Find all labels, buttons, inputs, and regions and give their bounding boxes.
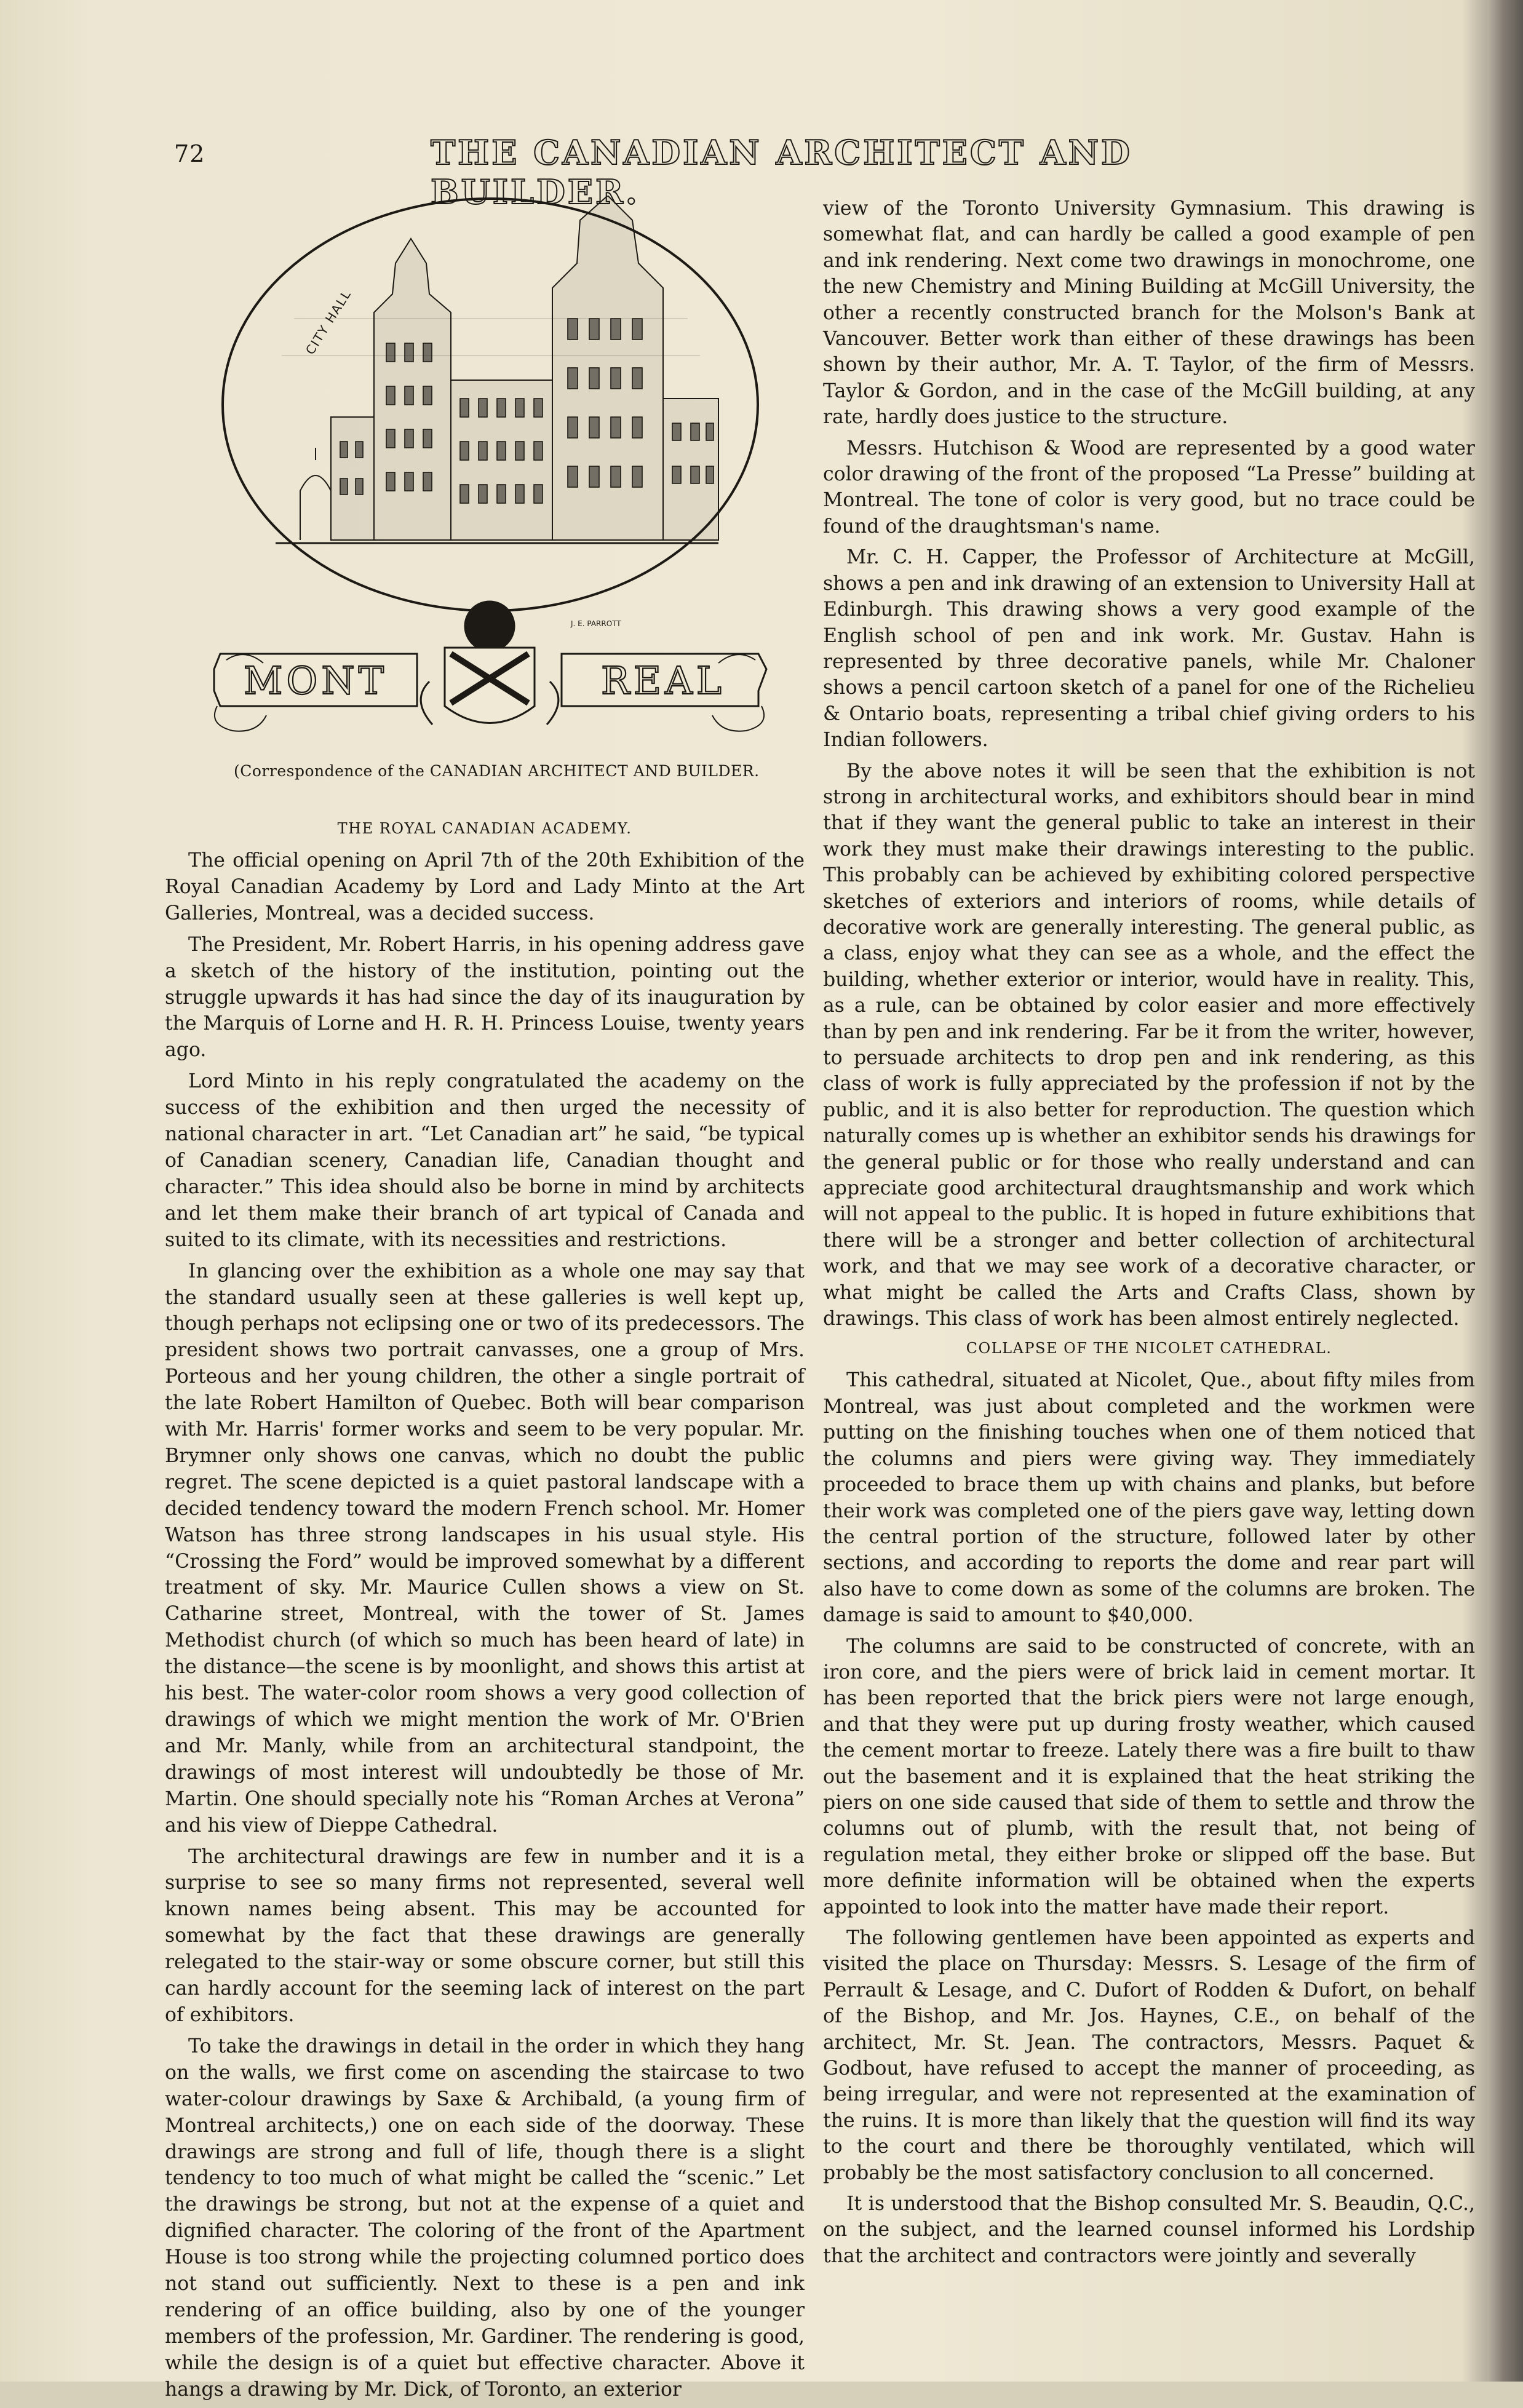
paragraph: The architectural drawings are few in number and it is a surprise to see so many firms not represented, several well known names being absent. This may be accounted for somewhat by the fact that these drawings are generally relegated to the stair-way or some obscure corner, but still this can hardly account for the seeming lack of interest on the part of exhibitors.	[165, 1845, 805, 2026]
artist-signature: J. E. PARROTT	[571, 619, 621, 628]
article-heading-royal-academy: THE ROYAL CANADIAN ACADEMY.	[337, 820, 632, 837]
paragraph: The President, Mr. Robert Harris, in his opening address gave a sketch of the history of the institution, pointing out the struggle upwards it has had since the day of its inauguration by the Marquis of Lorne and H. R. H. Princess Louise, twenty years ago.	[165, 933, 805, 1062]
left-column	[165, 818, 805, 2408]
paragraph: Lord Minto in his reply congratulated the academy on the success of the exhibition and then urged the necessity of national character in art. “Let Canadian art” he said, “be typical of Canadian scenery, Canadian life, Canadian thought and character.” This idea should also be borne in mind by architects and let them make their branch of art typical of Canada and suited to its climate, with its necessities and restrictions.	[165, 1070, 805, 1251]
paragraph: The columns are said to be constructed of concrete, with an iron core, and the piers were of brick laid in cement mortar. It has been reported that the brick piers were not large enough, and that they were put up during frosty weather, which caused the cement mortar to freeze. Lately there was a fire built to thaw out the basement and it is explained that the heat striking the piers on one side caused that side of them to settle and throw the columns out of plumb, with the result that, not being of regulation metal, they either broke or slipped off the base. But more definite information will be obtained when the experts appointed to look into the matter have made their report.	[823, 1635, 1475, 1918]
running-head: THE CANADIAN ARCHITECT AND BUILDER.	[431, 133, 1132, 212]
paragraph: By the above notes it will be seen that the exhibition is not strong in architectural works, and exhibitors should bear in mind that if they want the general public to take an interest in their work they must make their drawings interesting to the public. This probably can be achieved by exhibiting colored perspective sketches of exteriors and interiors of rooms, while details of decorative work are generally interesting. The general public, as a class, enjoy what they can see as a whole, and the effect the building, whether exterior or interior, would have in reality. This, as a rule, can be obtained by color easier and more effectively than by pen and ink rendering. Far be it from the writer, however, to persuade architects to drop pen and ink rendering, as this class of work is fully appreciated by the profession if not by the public, and it is also better for reproduction. The question which naturally comes up is whether an exhibitor sends his drawings for the general public or for those who really understand and can appreciate good architectural draughtsmanship and work which will not appeal to the public. It is hoped in future exhibitions that there will be a stronger and better collection of architectural work, and that we may see work of a decorative character, or what might be called the Arts and Crafts Class, shown by drawings. This class of work has been almost entirely neglected.	[823, 760, 1475, 1330]
montreal-city-hall-illustration	[208, 196, 773, 749]
paragraph: It is understood that the Bishop consulted Mr. S. Beaudin, Q.C., on the subject, and the learned counsel informed his Lordship that the architect and contractors were jointly and severally	[823, 2193, 1475, 2267]
right-column	[823, 196, 1475, 2274]
illustration-caption: (Correspondence of the CANADIAN ARCHITECT AND BUILDER.	[234, 762, 760, 780]
banner-left-text: MONT	[244, 658, 388, 703]
paragraph: The following gentlemen have been appointed as experts and visited the place on Thursday: Messrs. S. Lesage of the firm of Perrault & Lesage, and C. Dufort of Rodden & Dufort, on behalf of the Bishop, and Mr. Jos. Haynes, C.E., on behalf of the architect, Mr. St. Jean. The contractors, Messrs. Paquet & Godbout, have refused to accept the manner of proceeding, as being irregular, and were not represented at the examination of the ruins. It is more than likely that the question will find its way to the court and there be thoroughly ventilated, which will probably be the most satisfactory conclusion to all concerned.	[823, 1927, 1475, 2184]
book-spine-shadow	[1487, 0, 1523, 2382]
paragraph: Messrs. Hutchison & Wood are represented by a good water color drawing of the front of the proposed “La Presse” building at Montreal. The tone of color is very good, but no trace could be found of the draughtsman's name.	[823, 437, 1475, 538]
paragraph: This cathedral, situated at Nicolet, Que., about fifty miles from Montreal, was just about completed and the workmen were putting on the finishing touches when one of them noticed that the columns and piers were giving way. They immediately proceeded to brace them up with chains and planks, but before their work was completed one of the piers gave way, letting down the central portion of the structure, followed later by other sections, and according to reports the dome and rear part will also have to come down as some of the columns are broken. The damage is said to amount to $40,000.	[823, 1369, 1475, 1627]
banner-right-text: REAL	[601, 658, 725, 703]
page-number: 72	[174, 140, 205, 167]
paragraph: In glancing over the exhibition as a whole one may say that the standard usually seen at these galleries is well kept up, though perhaps not eclipsing one or two of its predecessors. The president shows two portrait canvasses, one a group of Mrs. Porteous and her young children, the other a single portrait of the late Robert Hamilton of Quebec. Both will bear comparison with Mr. Harris' former works and seem to be very popular. Mr. Brymner only shows one canvas, which no doubt the public regret. The scene depicted is a quiet pastoral landscape with a decided tendency toward the modern French school. Mr. Homer Watson has three strong landscapes in his usual style. His “Crossing the Ford” would be improved somewhat by a different treatment of sky. Mr. Maurice Cullen shows a view on St. Catharine street, Montreal, with the tower of St. James Methodist church (of which so much has been heard of late) in the distance—the scene is by moonlight, and shows this artist at his best. The water-color room shows a very good collection of drawings of which we might mention the work of Mr. O'Brien and Mr. Manly, while from an architectural standpoint, the drawings of most interest will undoubtedly be those of Mr. Martin. One should specially note his “Roman Arches at Verona” and his view of Dieppe Cathedral.	[165, 1260, 805, 1837]
paragraph: To take the drawings in detail in the order in which they hang on the walls, we first come on ascending the staircase to two water-colour drawings by Saxe & Archibald, (a young firm of Montreal architects,) one on each side of the doorway. These drawings are strong and full of life, though there is a slight tendency to too much of what might be called the “scenic.” Let the drawings be strong, but not at the expense of a quiet and dignified character. The coloring of the front of the Apartment House is too strong while the projecting columned portico does not stand out sufficiently. Next to these is a pen and ink rendering of an office building, also by one of the younger members of the profession, Mr. Gardiner. The rendering is good, while the design is of a quiet but effective character. Above it hangs a drawing by Mr. Dick, of Toronto, an exterior	[165, 2035, 805, 2401]
paragraph: The official opening on April 7th of the 20th Exhibition of the Royal Canadian Academy by Lord and Lady Minto at the Art Galleries, Montreal, was a decided success.	[165, 849, 805, 924]
city-hall-label: CITY HALL	[302, 287, 354, 357]
paragraph: Mr. C. H. Capper, the Professor of Architecture at McGill, shows a pen and ink drawing of an extension to University Hall at Edinburgh. This drawing shows a very good example of the English school of pen and ink work. Mr. Gustav. Hahn is represented by three decorative panels, while Mr. Chaloner shows a pencil cartoon sketch of a panel for one of the Richelieu & Ontario boats, representing a tribal chief giving orders to his Indian followers.	[823, 546, 1475, 752]
article-heading-nicolet-cathedral: COLLAPSE OF THE NICOLET CATHEDRAL.	[966, 1340, 1332, 1357]
paragraph: view of the Toronto University Gymnasium. This drawing is somewhat flat, and can hardly be called a good example of pen and ink rendering. Next come two drawings in monochrome, one the new Chemistry and Mining Building at McGill University, the other a recently constructed branch for the Molson's Bank at Vancouver. Better work than either of these drawings has been shown by their author, Mr. A. T. Taylor, of the firm of Messrs. Taylor & Gordon, and in the case of the McGill building, at any rate, hardly does justice to the structure.	[823, 197, 1475, 429]
coat-of-arms-emblem	[421, 602, 559, 725]
